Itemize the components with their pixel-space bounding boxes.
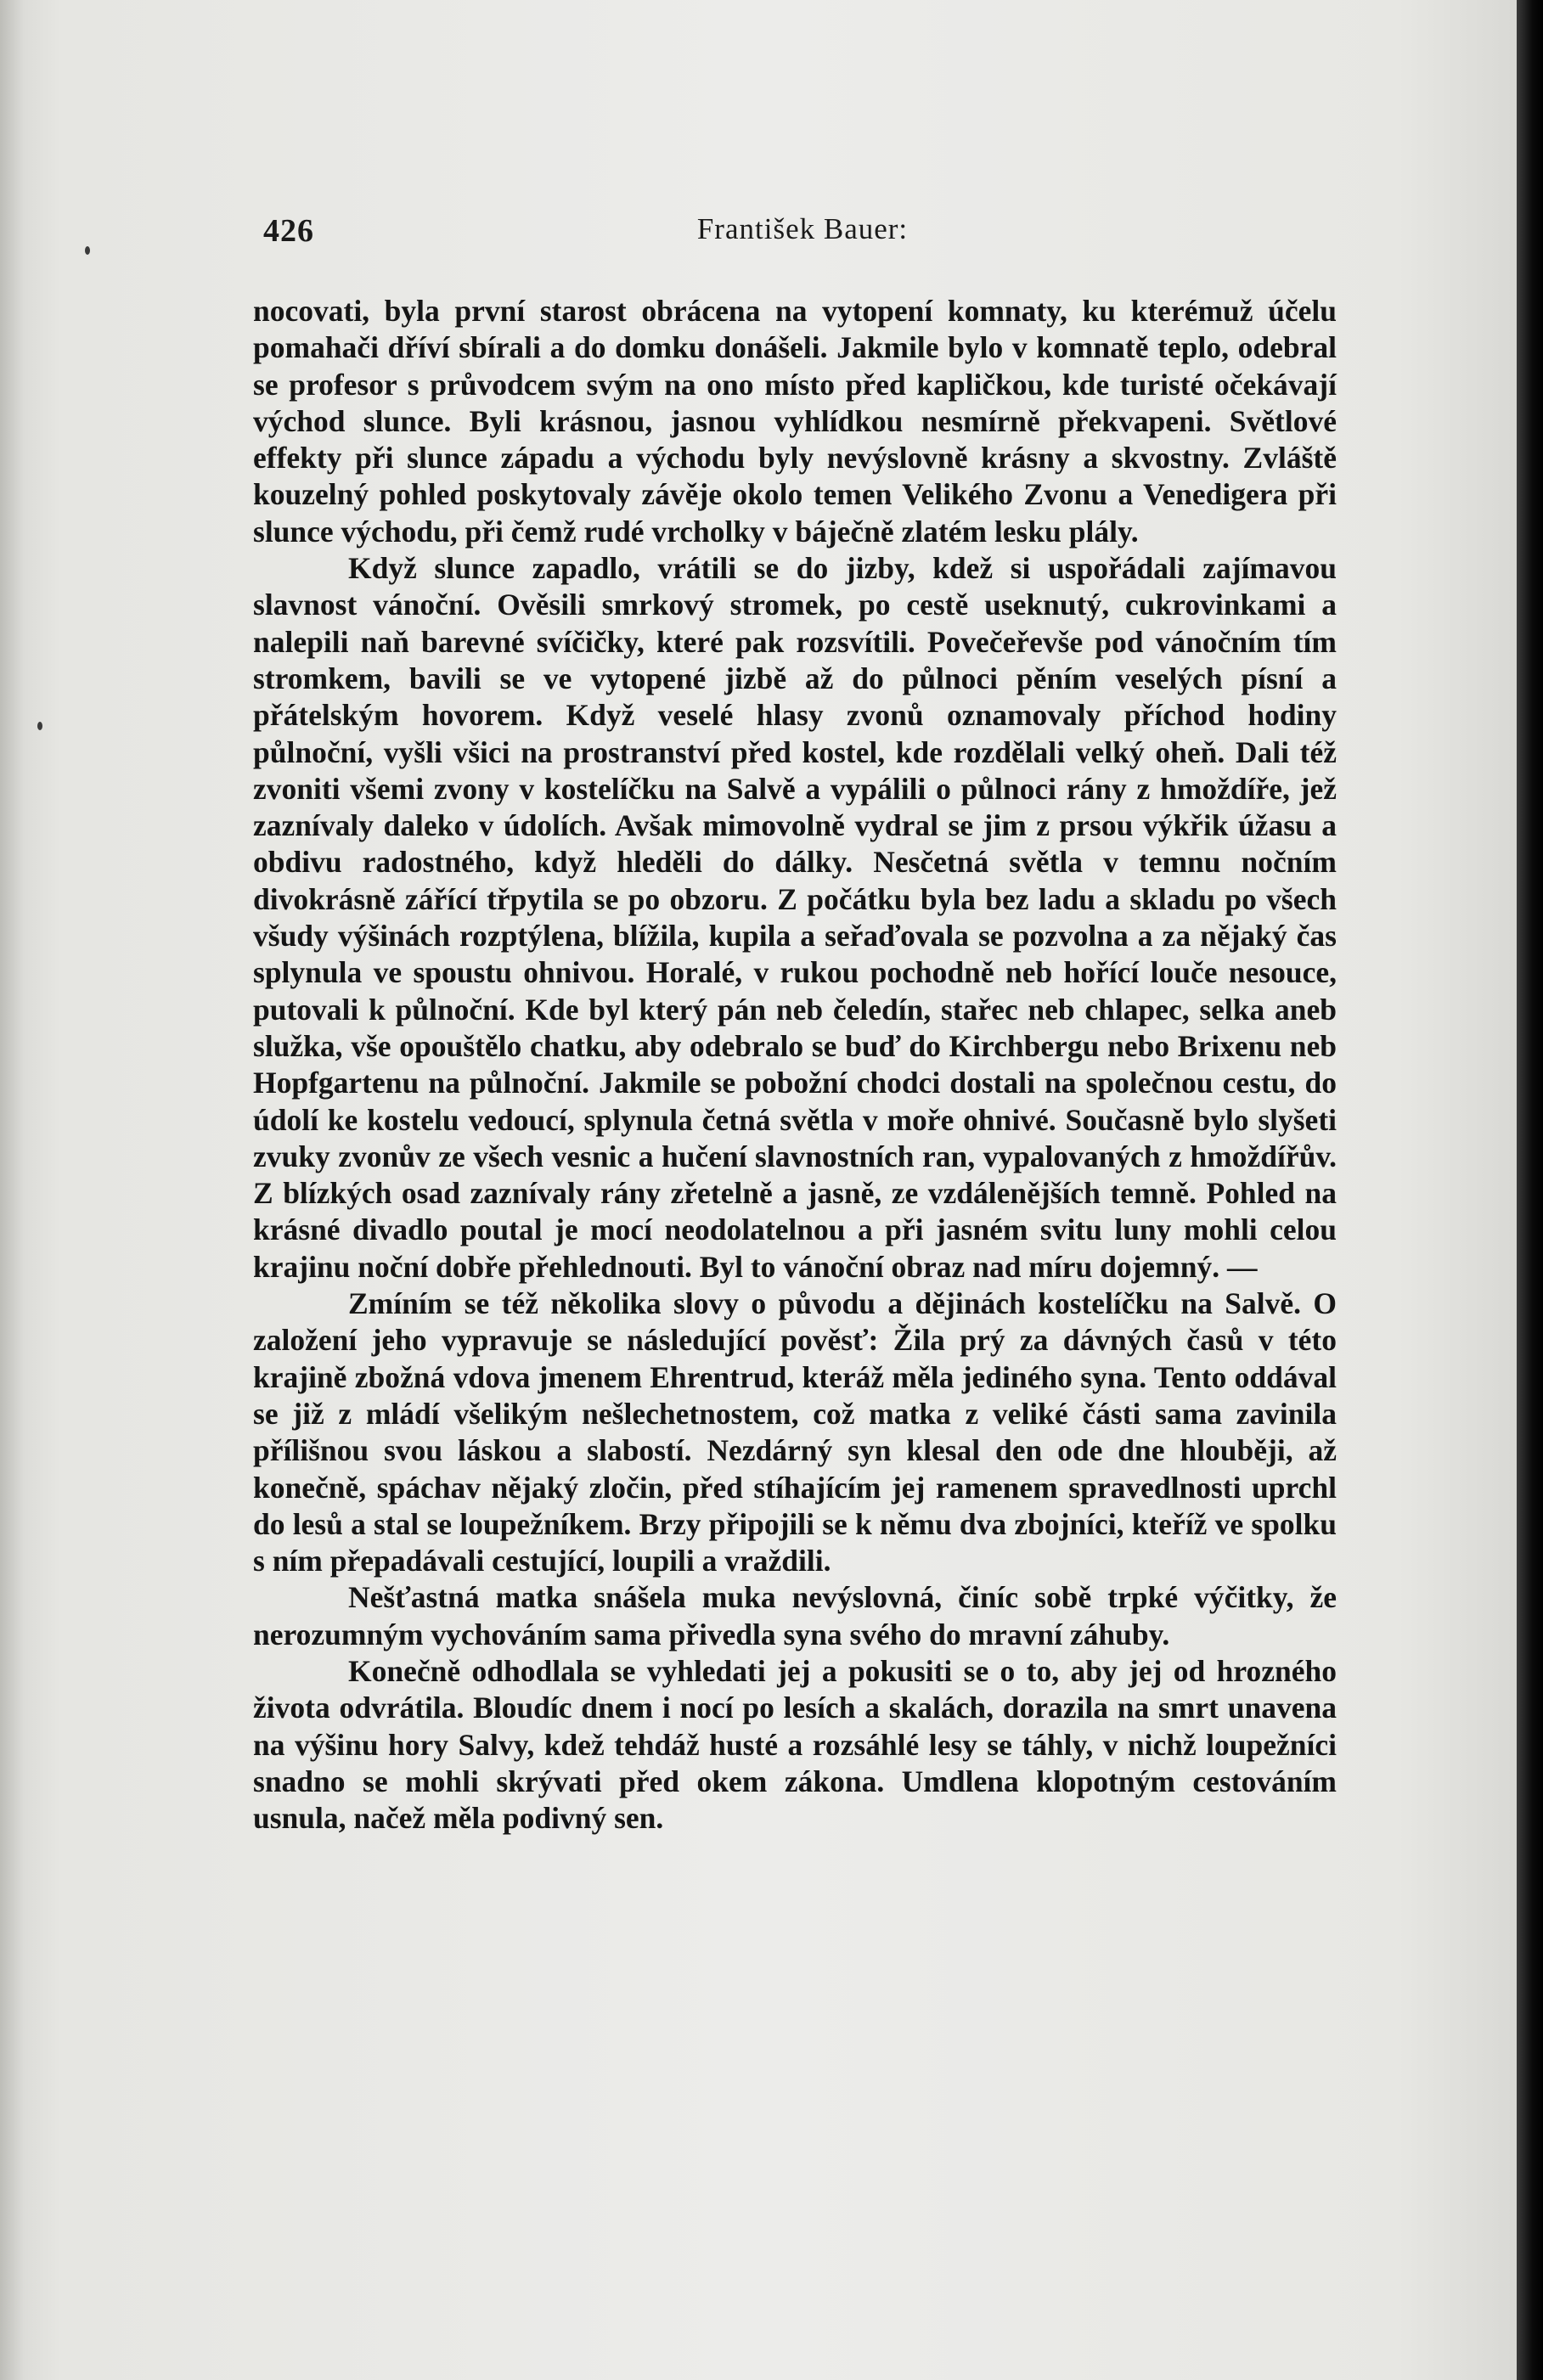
- paragraph-5: Konečně odhodlala se vyhledati jej a pokusiti se o to, aby jej od hrozného života odvrátila. Bloudíc dnem i nocí po lesích a skalách, dorazila na smrt unavena na výšinu hory Salvy, kdež tehdáž husté a rozsáhlé lesy se táhly, v nichž loupežníci snadno se mohli skrývati před okem zákona. Umdlena klopotným cestováním usnula, načež měla podivný sen.: [253, 1653, 1337, 1836]
- body-text: [253, 293, 1337, 1837]
- paragraph-2: Když slunce zapadlo, vrátili se do jizby, kdež si uspořádali zajímavou slavnost vánoční. Ověsili smrkový stromek, po cestě useknutý, cukrovinkami a nalepili naň barevné svíčičky, které pak rozsvítili. Povečeřevše pod vánočním tím stromkem, bavili se ve vytopené jizbě až do půlnoci pěním veselých písní a přátelským hovorem. Když veselé hlasy zvonů oznamovaly příchod hodiny půlnoční, vyšli všici na prostranství před kostel, kde rozdělali velký oheň. Dali též zvoniti všemi zvony v kostelíčku na Salvě a vypálili o půlnoci rány z hmoždíře, jež zaznívaly daleko v údolích. Avšak mimovolně vydral se jim z prsou výkřik úžasu a obdivu radostného, když hleděli do dálky. Nesčetná světla v temnu nočním divokrásně zářící třpytila se po obzoru. Z počátku byla bez ladu a skladu po všech všudy výšinách rozptýlena, blížila, kupila a seřaďovala se pozvolna a za nějaký čas splynula ve spoustu ohnivou. Horalé, v rukou pochodně neb hořící louče nesouce, putovali k půlnoční. Kde byl který pán neb čeledín, stařec neb chlapec, selka aneb služka, vše opouštělo chatku, aby odebralo se buď do Kirchbergu nebo Brixenu neb Hopfgartenu na půlnoční. Jakmile se pobožní chodci dostali na společnou cestu, do údolí ke kostelu vedoucí, splynula četná světla v moře ohnivé. Současně bylo slyšeti zvuky zvonův ze všech vesnic a hučení slavnostních ran, vypalovaných z hmoždířův. Z blízkých osad zaznívaly rány zřetelně a jasně, ze vzdálenějších temně. Pohled na krásné divadlo poutal je mocí neodolatelnou a při jasném svitu luny mohli celou krajinu noční dobře přehlednouti. Byl to vánoční obraz nad míru dojemný. —: [253, 551, 1337, 1284]
- page-number: 426: [263, 213, 314, 249]
- scan-dark-edge: [1517, 0, 1543, 2380]
- margin-speck: [37, 722, 42, 730]
- paragraph-3: Zmíním se též několika slovy o původu a dějinách kostelíčku na Salvě. O založení jeho vypravuje se následující pověsť: Žila prý za dávných časů v této krajině zbožná vdova jmenem Ehrentrud, kteráž měla jediného syna. Tento oddával se již z mládí všelikým nešlechetnostem, což matka z veliké části sama zavinila přílišnou svou láskou a slabostí. Nezdárný syn klesal den ode dne hlouběji, až konečně, spáchav nějaký zločin, před stíhajícím jej ramenem spravedlnosti uprchl do lesů a stal se loupežníkem. Brzy připojili se k němu dva zbojníci, kteříž ve spolku s ním přepadávali cestující, loupili a vraždili.: [253, 1286, 1337, 1578]
- running-head: František Bauer:: [696, 212, 909, 245]
- paragraph-1: nocovati, byla první starost obrácena na vytopení komnaty, ku kterémuž účelu pomahači dříví sbírali a do domku donášeli. Jakmile bylo v komnatě teplo, odebral se profesor s průvodcem svým na ono místo před kapličkou, kde turisté očekávají východ slunce. Byli krásnou, jasnou vyhlídkou nesmírně překvapeni. Světlové effekty při slunce západu a východu byly nevýslovně krásny a skvostny. Zvláště kouzelný pohled poskytovaly závěje okolo temen Velikého Zvonu a Venedigera při slunce východu, při čemž rudé vrcholky v báječně zlatém lesku plály.: [253, 294, 1337, 549]
- page-header: [263, 212, 1333, 263]
- paragraph-4: Nešťastná matka snášela muka nevýslovná, činíc sobě trpké výčitky, že nerozumným vychováním sama přivedla syna svého do mravní záhuby.: [253, 1580, 1337, 1651]
- margin-speck: [85, 246, 90, 255]
- page-spine-shadow: [0, 0, 24, 2380]
